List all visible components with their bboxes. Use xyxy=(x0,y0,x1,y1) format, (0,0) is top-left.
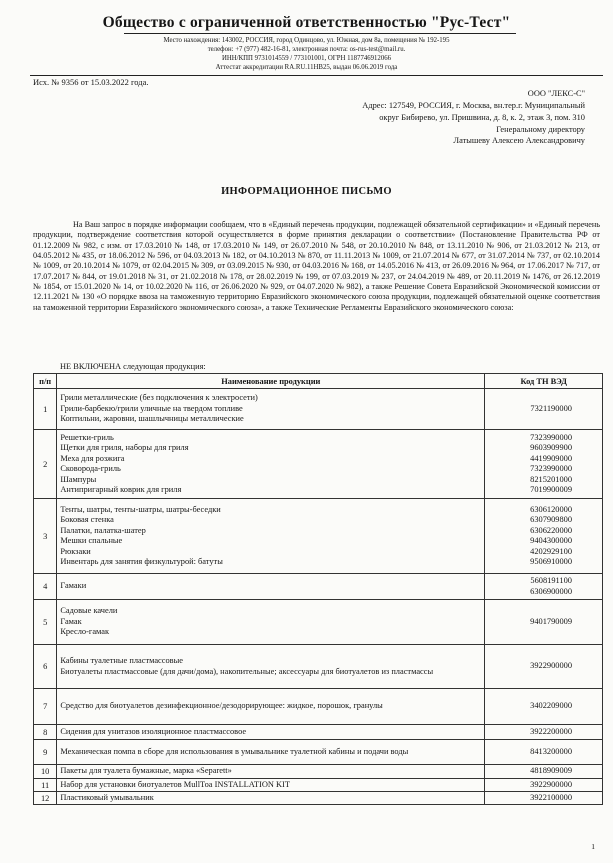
product-name: Биотуалеты пластмассовые (для дачи/дома), накопительные; аксессуары для биотуалетов из пластмассы xyxy=(60,666,434,676)
product-name: Тенты, шатры, тенты-шатры, шатры-беседки xyxy=(60,504,221,514)
table-row xyxy=(34,779,603,792)
product-name: Набор для установки биотуалетов MullToa INSTALLATION KIT xyxy=(60,779,290,789)
product-code: 9603909900 xyxy=(530,443,572,452)
product-name: Коптильни, жаровни, шашлычницы металлические xyxy=(60,414,244,424)
product-code: 7019900009 xyxy=(530,485,572,494)
product-name: Гамаки xyxy=(60,581,87,591)
row-number: 12 xyxy=(34,792,57,805)
addressee-address-line2: округ Бибирево, ул. Пришвина, д. 8, к. 2, этаж 3, пом. 310 xyxy=(379,113,585,122)
table-header-row xyxy=(34,374,603,389)
product-codes xyxy=(485,389,603,430)
product-names xyxy=(57,574,485,600)
row-number: 7 xyxy=(34,689,57,725)
product-name: Механическая помпа в сборе для использования в умывальнике туалетной кабины и подачи воды xyxy=(60,746,409,756)
product-name: Пакеты для туалета бумажные, марка «Separett» xyxy=(60,766,232,776)
product-names xyxy=(57,725,485,740)
product-name: Кабины туалетные пластмассовые xyxy=(60,656,183,665)
product-code: 8413200000 xyxy=(530,746,572,756)
product-name: Меха для розжига xyxy=(60,453,125,463)
table-row xyxy=(34,645,603,689)
row-number: 5 xyxy=(34,600,57,645)
product-name: Палатки, палатка-шатер xyxy=(60,525,146,535)
product-name: Кресло-гамак xyxy=(60,627,110,637)
addressee-company: ООО "ЛЕКС-С" xyxy=(527,89,585,98)
product-code: 9404300000 xyxy=(530,536,572,545)
product-names xyxy=(57,389,485,430)
document-title: ИНФОРМАЦИОННОЕ ПИСЬМО xyxy=(221,186,392,197)
product-code: 4419909000 xyxy=(530,453,572,463)
table-row xyxy=(34,740,603,765)
product-name: Сковорода-гриль xyxy=(60,464,121,473)
row-number: 6 xyxy=(34,645,57,689)
company-name: Общество с ограниченной ответственностью "Рус-Тест" xyxy=(102,14,511,31)
table-row xyxy=(34,499,603,574)
product-name: Садовые качели xyxy=(60,606,118,616)
product-code: 6306220000 xyxy=(530,525,572,535)
table-row xyxy=(34,600,603,645)
product-code: 5608191100 xyxy=(530,576,572,585)
row-number: 4 xyxy=(34,574,57,600)
product-code: 3922900000 xyxy=(530,661,572,671)
product-name: Пластиковый умывальник xyxy=(60,792,154,802)
product-code: 3922100000 xyxy=(530,792,572,802)
product-codes xyxy=(485,725,603,740)
row-number: 2 xyxy=(34,430,57,499)
product-code: 4202929100 xyxy=(530,546,572,556)
company-contacts: телефон: +7 (977) 482-16-81, электронная почта: os-rus-test@mail.ru. xyxy=(207,46,406,53)
product-codes xyxy=(485,645,603,689)
page-number: 1 xyxy=(591,842,595,851)
table-row xyxy=(34,689,603,725)
table-row xyxy=(34,574,603,600)
product-name: Средство для биотуалетов дезинфекционное/дезодорирующее: жидкое, порошок, гранулы xyxy=(60,701,383,711)
product-code: 9401790009 xyxy=(530,616,572,626)
outgoing-reference: Исх. № 9356 от 15.03.2022 года. xyxy=(33,77,149,87)
product-code: 3402209000 xyxy=(530,701,572,711)
header-num: п/п xyxy=(34,374,57,389)
company-ids: ИНН/КПП 9731014559 / 773101001, ОГРН 1187746912066 xyxy=(221,55,392,62)
header-code: Код ТН ВЭД xyxy=(485,374,603,389)
product-codes xyxy=(485,574,603,600)
addressee-position: Генеральному директору xyxy=(496,125,585,134)
product-name: Мешки спальные xyxy=(60,536,123,545)
product-names xyxy=(57,600,485,645)
addressee-person: Латышеву Алексею Александровичу xyxy=(453,136,585,145)
product-code: 6306120000 xyxy=(530,504,572,514)
product-names xyxy=(57,765,485,779)
row-number: 9 xyxy=(34,740,57,765)
table-row xyxy=(34,765,603,779)
product-name: Щетки для гриля, наборы для гриля xyxy=(60,443,189,452)
row-number: 1 xyxy=(34,389,57,430)
product-codes xyxy=(485,430,603,499)
not-included-caption: НЕ ВКЛЮЧЕНА следующая продукция: xyxy=(60,362,206,371)
product-names xyxy=(57,645,485,689)
product-code: 6306900000 xyxy=(530,586,572,596)
table-row xyxy=(34,430,603,499)
product-name: Сидения для унитазов изоляционное пластмассовое xyxy=(60,726,247,736)
row-number: 10 xyxy=(34,765,57,779)
table-row xyxy=(34,389,603,430)
product-name: Грили-барбекю/грили уличные на твердом топливе xyxy=(60,403,243,413)
product-codes xyxy=(485,689,603,725)
product-names xyxy=(57,689,485,725)
product-code: 8215201000 xyxy=(530,474,572,484)
product-name: Гамак xyxy=(60,616,82,626)
product-name: Боковая стенка xyxy=(60,515,114,524)
header-name: Наименование продукции xyxy=(57,374,485,389)
table-row xyxy=(34,725,603,740)
product-code: 3922900000 xyxy=(530,779,572,789)
header-divider xyxy=(124,33,516,34)
table-row xyxy=(34,792,603,805)
product-code: 6307909800 xyxy=(530,515,572,524)
product-names xyxy=(57,792,485,805)
addressee-address-line1: Адрес: 127549, РОССИЯ, г. Москва, вн.тер.г. Муниципальный xyxy=(362,101,585,110)
row-number: 3 xyxy=(34,499,57,574)
product-codes xyxy=(485,792,603,805)
product-name: Рюкзаки xyxy=(60,546,91,556)
products-table xyxy=(33,373,603,805)
company-accreditation: Аттестат аккредитации RA.RU.11НВ25, выдан 06.06.2019 года xyxy=(215,64,398,71)
product-name: Грили металлические (без подключения к электросети) xyxy=(60,393,258,403)
product-code: 4818909009 xyxy=(530,766,572,776)
product-codes xyxy=(485,779,603,792)
product-names xyxy=(57,779,485,792)
product-names xyxy=(57,430,485,499)
product-code: 7321190000 xyxy=(530,403,572,413)
product-code: 9506910000 xyxy=(530,557,572,566)
letter-body: На Ваш запрос в порядке информации сообщаем, что в «Единый перечень продукции, подлежащей обязательной сертификации» и «Единый перечень продукции, подтверждение соответствия которой осуществляется в форме принятия декларации о соответствии» (Постановление Правительства РФ от 01.12.2009 № 982, с изм. от 17.03.2010 № 148, от 17.03.2010 № 149, от 26.07.2010 № 548, от 20.10.2010 № 848, от 13.11.2010 № 906, от 21.03.2012 № 213, от 04.05.2012 № 435, от 18.06.2012 № 596, от 04.03.2013 № 182, от 04.10.2013 № 870, от 11.11.2013 № 1009, от 21.07.2014 № 677, от 31.07.2014 № 737, от 02.10.2014 № 1009, от 20.10.2014 № 1079, от 02.04.2015 № 309, от 03.09.2015 № 930, от 04.03.2016 № 168, от 14.05.2016 № 413, от 26.09.2016 № 964, от 17.06.2017 № 717, от 17.07.2017 № 844, от 19.01.2018 № 31, от 21.02.2018 № 178, от 28.02.2019 № 199, от 07.03.2019 № 237, от 24.04.2019 № 489, от 20.11.2019 № 1476, от 26.12.2019 № 1854, от 15.01.2020 № 14, от 10.02.2020 № 116, от 26.06.2020 № 929, от 04.07.2020 № 982), а также Решение Совета Евразийской Экономической комиссии от 12.11.2021 № 130 «О порядке ввоза на таможенную территорию Евразийского экономического союза продукции, подлежащей обязательной оценке соответствия на таможенной территории Евразийского экономического союза», а также Технические Регламенты Евразийского экономического союза: xyxy=(33,220,600,312)
product-code: 7323990000 xyxy=(530,432,572,442)
header-bottom-divider xyxy=(30,75,603,76)
product-name: Решетки-гриль xyxy=(60,432,114,442)
product-codes xyxy=(485,765,603,779)
product-name: Антипригарный коврик для гриля xyxy=(60,485,182,494)
product-names xyxy=(57,499,485,574)
product-names xyxy=(57,740,485,765)
company-location: Место нахождения: 143002, РОССИЯ, город Одинцово, ул. Южная, дом 8а, помещения № 192-195 xyxy=(163,37,450,44)
row-number: 8 xyxy=(34,725,57,740)
product-name: Инвентарь для занятия физкультурой: батуты xyxy=(60,557,223,566)
product-code: 7323990000 xyxy=(530,464,572,473)
row-number: 11 xyxy=(34,779,57,792)
product-codes xyxy=(485,499,603,574)
product-codes xyxy=(485,600,603,645)
product-codes xyxy=(485,740,603,765)
product-name: Шампуры xyxy=(60,474,97,484)
product-code: 3922200000 xyxy=(530,726,572,736)
